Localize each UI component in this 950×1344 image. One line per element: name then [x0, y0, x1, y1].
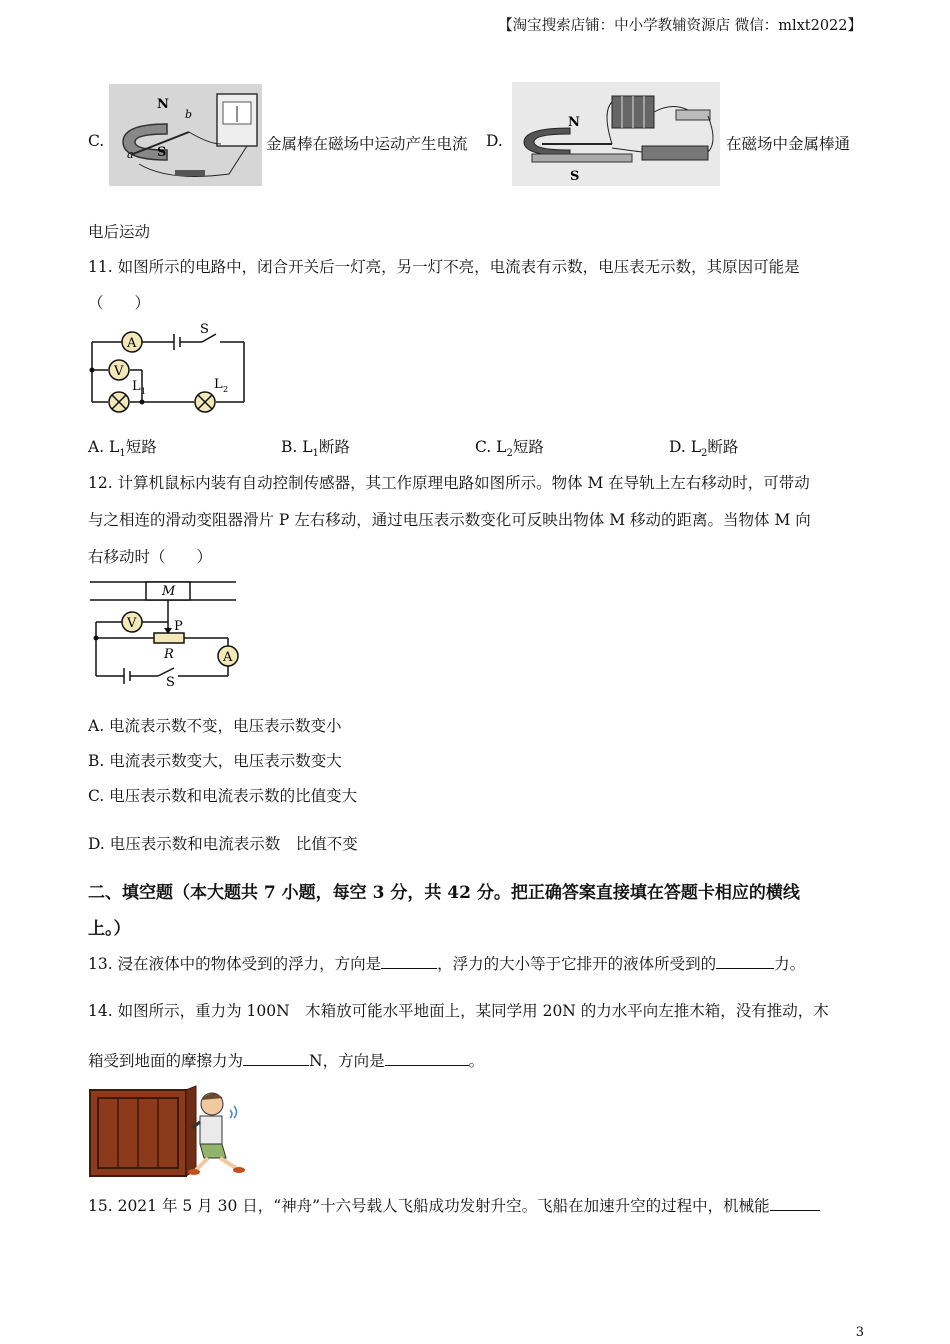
- q11-switch-label: S: [200, 322, 209, 337]
- q12-option-d: D. 电压表示数和电流表示数 比值不变: [88, 835, 358, 853]
- q10-c-label-a: a: [127, 148, 134, 161]
- q10-d-figure: [512, 82, 720, 186]
- q12-line-2: 与之相连的滑动变阻器滑片 P 左右移动，通过电压表示数变化可反映出物体 M 移动的距离。当物体 M 向: [88, 511, 811, 529]
- q12-option-a: A. 电流表示数不变，电压表示数变小: [88, 717, 342, 735]
- q15-blank-1[interactable]: [770, 1196, 820, 1211]
- q11-ammeter-label: A: [127, 336, 137, 351]
- q14-blank-2[interactable]: [385, 1051, 469, 1066]
- q11-lamp2-label: L: [214, 377, 223, 392]
- section-2-heading: 二、填空题（本大题共 7 小题，每空 3 分，共 42 分。把正确答案直接填在答题卡相应的横线: [88, 883, 800, 903]
- section-2-heading-cont: 上。）: [88, 919, 131, 939]
- q13-blank-2[interactable]: [716, 954, 774, 969]
- q10-d-label-n: N: [568, 115, 580, 130]
- q11-option-b: B. $L_1$断路: [281, 438, 350, 460]
- q12-slider-label: P: [174, 619, 183, 634]
- q12-option-c: C. 电压表示数和电流表示数的比值变大: [88, 787, 358, 805]
- q12-switch-label: S: [166, 675, 175, 690]
- q12-resistor-label: R: [164, 647, 174, 662]
- q12-ammeter-label: A: [223, 650, 233, 665]
- q10-c-label-n: N: [157, 97, 169, 112]
- q11-voltmeter-label: V: [114, 364, 124, 379]
- q10-c-label-b: b: [185, 108, 193, 121]
- q10-d-text-cont: 电后运动: [88, 223, 151, 241]
- q10-c-label-s: S: [157, 145, 167, 160]
- q12-object-label: M: [162, 584, 176, 599]
- q10-c-figure: [109, 84, 262, 186]
- q11-option-c: C. $L_2$短路: [475, 438, 544, 460]
- q14-crate-figure: [88, 1082, 248, 1178]
- q10-c-label: C.: [88, 132, 105, 150]
- q15-text: 15. 2021 年 5 月 30 日，“神舟”十六号载人飞船成功发射升空。飞船在加速升空的过程中，机械能: [88, 1194, 820, 1216]
- q11-lamp2-sub: 2: [223, 385, 229, 394]
- q11-stem: 11. 如图所示的电路中，闭合开关后一灯亮，另一灯不亮，电流表有示数，电压表无示数，其原因可能是: [88, 258, 800, 276]
- q12-circuit-figure: [88, 578, 244, 690]
- q10-d-label-s: S: [570, 169, 580, 184]
- q13-text: 13. 浸在液体中的物体受到的浮力，方向是 ，浮力的大小等于它排开的液体所受到的 力。: [88, 955, 806, 973]
- page-header: 【淘宝搜索店铺：中小学教辅资源店 微信：mlxt2022】: [498, 18, 862, 34]
- q12-line-1: 12. 计算机鼠标内装有自动控制传感器，其工作原理电路如图所示。物体 M 在导轨上左右移动时，可带动: [88, 474, 810, 492]
- q14-line-1: 14. 如图所示，重力为 100N 木箱放可能水平地面上，某同学用 20N 的力水平向左推木箱，没有推动，木: [88, 1002, 829, 1020]
- q10-c-text: 金属棒在磁场中运动产生电流: [266, 135, 468, 153]
- q12-line-3: 右移动时（ ）: [88, 548, 213, 566]
- q11-circuit-figure: [86, 320, 248, 416]
- q14-blank-1[interactable]: [243, 1051, 309, 1066]
- q11-lamp1-sub: 1: [141, 387, 147, 396]
- q12-option-b: B. 电流表示数变大，电压表示数变大: [88, 752, 342, 770]
- page-number: 3: [855, 1325, 864, 1340]
- q10-d-label: D.: [486, 132, 503, 150]
- q13-blank-1[interactable]: [381, 954, 437, 969]
- q10-d-text: 在磁场中金属棒通: [726, 135, 851, 153]
- q14-line-2: 箱受到地面的摩擦力为 N，方向是 。: [88, 1052, 485, 1070]
- q11-option-d: D. $L_2$断路: [669, 438, 739, 460]
- q11-lamp1-label: L: [132, 379, 141, 394]
- q11-paren: （ ）: [88, 294, 151, 312]
- q11-option-a: A. $L_1$短路: [88, 438, 157, 460]
- q12-voltmeter-label: V: [127, 616, 137, 631]
